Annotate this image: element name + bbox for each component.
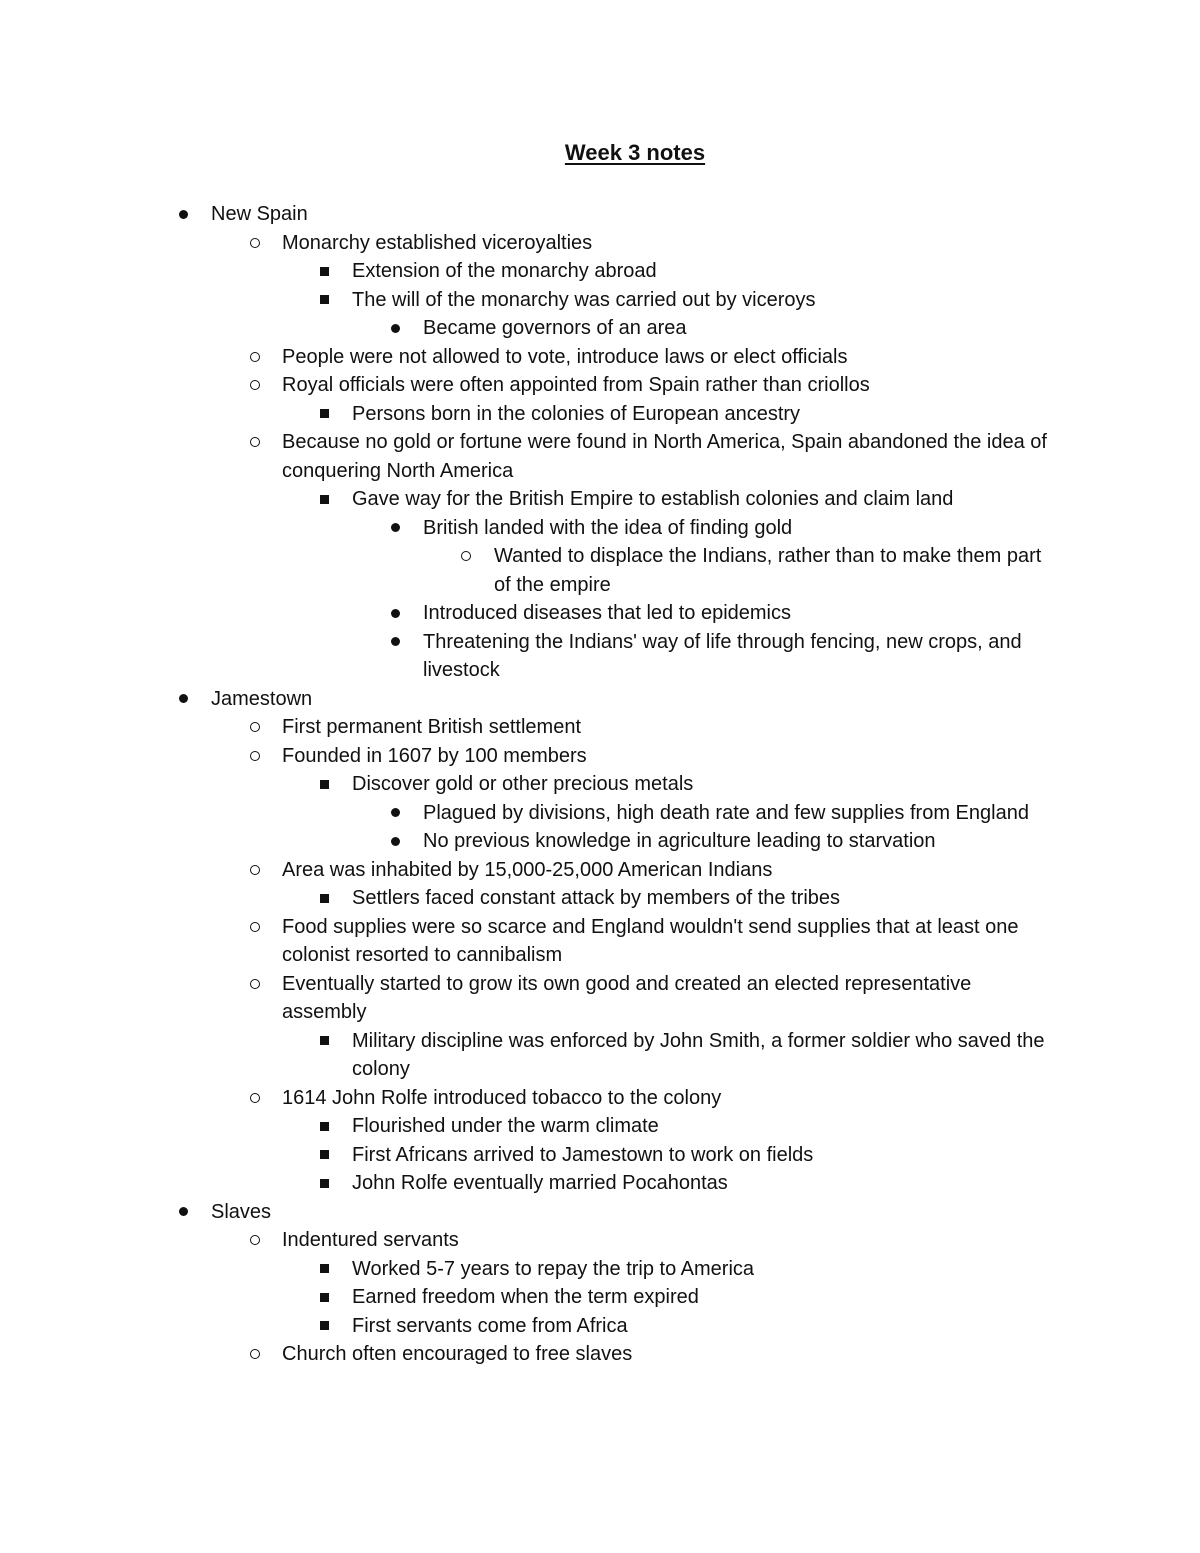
bullet-marker (385, 314, 405, 343)
list-item-text: Settlers faced constant attack by members of the tribes (352, 887, 841, 909)
list-item-text: Earned freedom when the term expired (352, 1286, 699, 1308)
bullet-marker (245, 1340, 265, 1369)
bullet-marker (173, 1198, 193, 1227)
bullet-marker (314, 286, 334, 315)
square-bullet-icon (320, 495, 329, 504)
bullet-marker (314, 257, 334, 286)
page-title: Week 3 notes (564, 140, 706, 165)
list-item-text: Royal officials were often appointed from Spain rather than criollos (282, 374, 870, 396)
list-item-text: Threatening the Indians' way of life through fencing, new crops, and livestock (423, 630, 1022, 681)
list-item (0, 485, 1052, 514)
bullet-marker (385, 514, 405, 543)
bullet-marker (314, 1312, 334, 1341)
bullet-marker (245, 856, 265, 885)
list-item (0, 428, 1052, 485)
bullet-marker (314, 884, 334, 913)
list-item-text: First permanent British settlement (282, 716, 581, 738)
list-item (0, 257, 1052, 286)
list-item-text: People were not allowed to vote, introduce laws or elect officials (282, 345, 848, 368)
list-item-text: New Spain (211, 203, 308, 225)
list-item-text: Founded in 1607 by 100 members (282, 744, 587, 767)
list-item (0, 1283, 1052, 1312)
list-item (0, 1141, 1052, 1170)
list-item-text: Area was inhabited by 15,000-25,000 American Indians (282, 858, 773, 881)
list-item (0, 542, 1054, 599)
list-item-text: Introduced diseases that led to epidemics (423, 602, 791, 624)
list-item (0, 400, 1052, 429)
bullet-marker (245, 1084, 265, 1113)
list-item (0, 1084, 1052, 1113)
list-item-text: No previous knowledge in agriculture leading to starvation (423, 830, 936, 852)
square-bullet-icon (320, 1293, 329, 1302)
hollow-circle-bullet-icon (250, 922, 260, 932)
list-item-text: Church often encouraged to free slaves (282, 1343, 633, 1365)
list-item (0, 1169, 1052, 1198)
hollow-circle-bullet-icon (250, 437, 260, 447)
list-item-text: Jamestown (211, 687, 313, 710)
filled-circle-bullet-icon (391, 324, 400, 333)
hollow-circle-bullet-icon (250, 1349, 260, 1359)
list-item-text: Because no gold or fortune were found in North America, Spain abandoned the idea of conquering North America (282, 431, 1047, 482)
list-item (0, 742, 1052, 771)
list-item-text: Plagued by divisions, high death rate and few supplies from England (423, 801, 1029, 824)
list-item-text: Food supplies were so scarce and England wouldn't send supplies that at least one colonist resorted to cannibalism (282, 915, 1019, 966)
hollow-circle-bullet-icon (250, 979, 260, 989)
bullet-marker (456, 542, 476, 571)
list-item-text: Monarchy established viceroyalties (282, 231, 593, 254)
list-item (0, 371, 1052, 400)
hollow-circle-bullet-icon (250, 1235, 260, 1245)
list-item-text: Indentured servants (282, 1229, 459, 1251)
filled-circle-bullet-icon (391, 808, 400, 817)
bullet-marker (245, 371, 265, 400)
hollow-circle-bullet-icon (250, 1093, 260, 1103)
list-item (0, 827, 1053, 856)
bullet-marker (314, 1141, 334, 1170)
list-item (0, 799, 1053, 828)
list-item-text: Eventually started to grow its own good and created an elected representative assembly (282, 972, 972, 1023)
bullet-marker (245, 1226, 265, 1255)
bullet-marker (245, 742, 265, 771)
square-bullet-icon (320, 409, 329, 418)
square-bullet-icon (320, 1150, 329, 1159)
filled-circle-bullet-icon (179, 1207, 188, 1216)
filled-circle-bullet-icon (391, 837, 400, 846)
list-item-text: Military discipline was enforced by John Smith, a former soldier who saved the colony (352, 1029, 1045, 1080)
square-bullet-icon (320, 1264, 329, 1273)
list-item (0, 970, 1052, 1027)
bullet-marker (385, 599, 405, 628)
list-item-text: Slaves (211, 1200, 272, 1223)
hollow-circle-bullet-icon (250, 352, 260, 362)
square-bullet-icon (320, 1122, 329, 1131)
list-item-text: Became governors of an area (423, 317, 687, 339)
bullet-marker (314, 770, 334, 799)
list-item (0, 770, 1052, 799)
bullet-marker (245, 913, 265, 942)
square-bullet-icon (320, 894, 329, 903)
list-item (0, 628, 1053, 685)
list-item (0, 685, 1061, 714)
list-item (0, 713, 1052, 742)
bullet-marker (314, 1112, 334, 1141)
square-bullet-icon (320, 1321, 329, 1330)
list-item (0, 884, 1052, 913)
bullet-marker (173, 685, 193, 714)
bullet-marker (385, 827, 405, 856)
bullet-marker (314, 1283, 334, 1312)
hollow-circle-bullet-icon (461, 551, 471, 561)
bullet-marker (314, 485, 334, 514)
filled-circle-bullet-icon (391, 523, 400, 532)
bullet-marker (385, 628, 405, 657)
list-item-text: First servants come from Africa (352, 1314, 628, 1337)
list-item-text: Extension of the monarchy abroad (352, 260, 657, 282)
hollow-circle-bullet-icon (250, 238, 260, 248)
bullet-marker (173, 200, 193, 229)
square-bullet-icon (320, 1036, 329, 1045)
square-bullet-icon (320, 780, 329, 789)
list-item (0, 286, 1052, 315)
list-item (0, 913, 1052, 970)
list-item-text: Worked 5-7 years to repay the trip to America (352, 1257, 755, 1280)
bullet-marker (314, 1169, 334, 1198)
list-item (0, 1255, 1052, 1284)
filled-circle-bullet-icon (391, 609, 400, 618)
bullet-marker (314, 1027, 334, 1056)
hollow-circle-bullet-icon (250, 865, 260, 875)
list-item-text: British landed with the idea of finding gold (423, 516, 793, 539)
hollow-circle-bullet-icon (250, 722, 260, 732)
list-item (0, 229, 1052, 258)
square-bullet-icon (320, 1179, 329, 1188)
list-item (0, 514, 1053, 543)
notes-list (0, 200, 1200, 1369)
list-item-text: Wanted to displace the Indians, rather than to make them part of the empire (494, 545, 1042, 596)
bullet-marker (245, 343, 265, 372)
list-item-text: Persons born in the colonies of European ancestry (352, 402, 801, 425)
list-item (0, 1198, 1061, 1227)
square-bullet-icon (320, 295, 329, 304)
list-item-text: The will of the monarchy was carried out by viceroys (352, 288, 816, 311)
list-item-text: Discover gold or other precious metals (352, 773, 694, 795)
list-item (0, 856, 1052, 885)
bullet-marker (245, 713, 265, 742)
list-item (0, 1312, 1052, 1341)
square-bullet-icon (320, 267, 329, 276)
hollow-circle-bullet-icon (250, 751, 260, 761)
list-item (0, 599, 1053, 628)
filled-circle-bullet-icon (179, 210, 188, 219)
list-item-text: 1614 John Rolfe introduced tobacco to the colony (282, 1086, 722, 1109)
list-item (0, 1112, 1052, 1141)
bullet-marker (314, 1255, 334, 1284)
list-item-text: John Rolfe eventually married Pocahontas (352, 1172, 728, 1194)
list-item (0, 1340, 1052, 1369)
filled-circle-bullet-icon (179, 694, 188, 703)
list-item (0, 1226, 1052, 1255)
hollow-circle-bullet-icon (250, 380, 260, 390)
list-item (0, 343, 1052, 372)
list-item-text: First Africans arrived to Jamestown to work on fields (352, 1143, 814, 1166)
bullet-marker (314, 400, 334, 429)
bullet-marker (385, 799, 405, 828)
filled-circle-bullet-icon (391, 637, 400, 646)
list-item-text: Gave way for the British Empire to establish colonies and claim land (352, 488, 954, 510)
list-item (0, 314, 1053, 343)
list-item-text: Flourished under the warm climate (352, 1115, 659, 1137)
list-item (0, 200, 1061, 229)
bullet-marker (245, 970, 265, 999)
bullet-marker (245, 428, 265, 457)
bullet-marker (245, 229, 265, 258)
list-item (0, 1027, 1052, 1084)
